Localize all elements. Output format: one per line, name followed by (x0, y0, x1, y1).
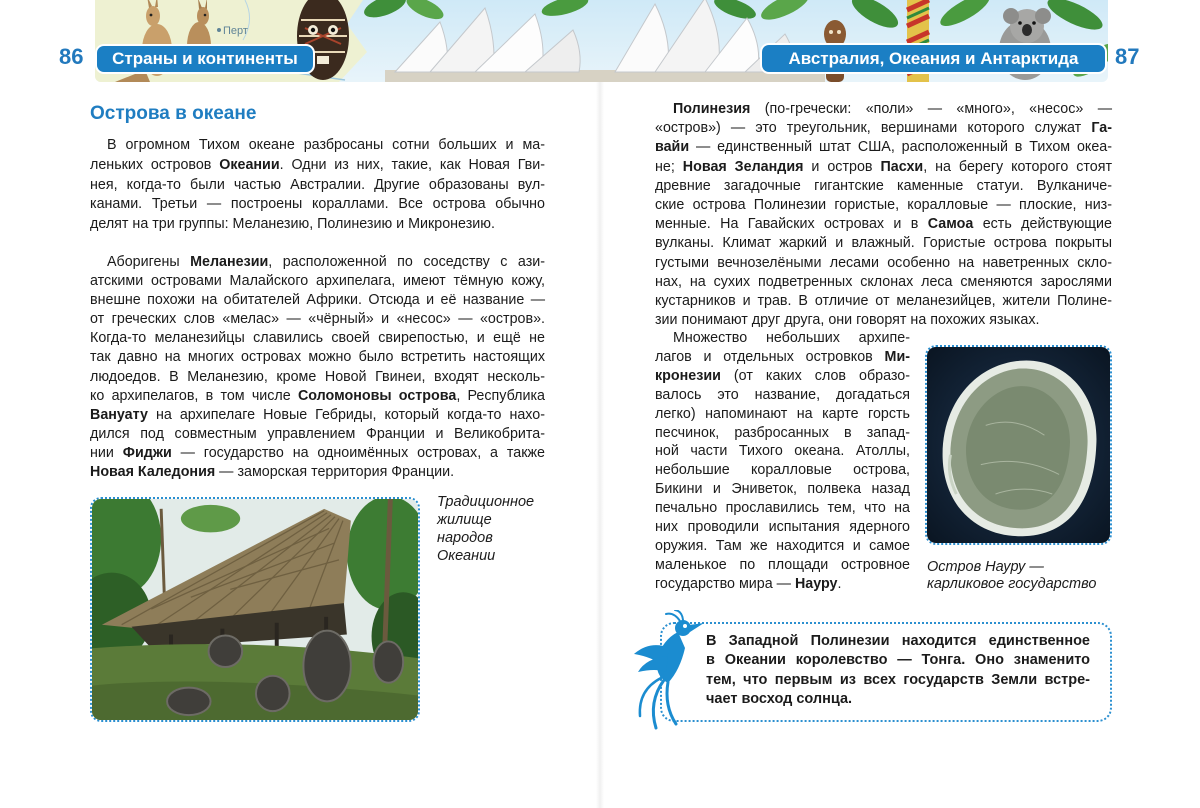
text-line (90, 156, 545, 176)
bold-term: Ми- (884, 348, 910, 365)
paragraph-melanesia (90, 253, 545, 482)
text-line (655, 405, 910, 424)
text-run: небольшие коралловые острова, (655, 462, 910, 479)
text-line (655, 367, 910, 386)
text-run: Аборигены (107, 254, 191, 270)
text-line (655, 556, 910, 575)
text-line (706, 651, 1090, 670)
text-run: лагов и отдельных островков (655, 348, 885, 365)
text-line (90, 215, 545, 235)
text-line (90, 463, 545, 482)
dwelling-photo-image (92, 499, 418, 720)
text-line (90, 176, 545, 196)
text-line (437, 493, 534, 511)
text-line (90, 348, 545, 367)
left-section-title: Страны и континенты (112, 49, 298, 68)
text-run: Океании (437, 548, 496, 564)
text-run: — заморская территория Франции. (215, 464, 455, 481)
text-run: нии (90, 444, 123, 461)
text-run: ной части Тихого океана. Атоллы, (655, 443, 910, 460)
text-run: . Одни из них, такие, как Новая Гви- (279, 156, 545, 173)
text-line (90, 387, 545, 406)
text-run: маленькое по площади островное (655, 556, 910, 573)
bold-term: Новая Каледония (90, 464, 216, 481)
text-line (655, 348, 910, 367)
bold-term: Пасхи (880, 158, 924, 175)
text-line (437, 529, 534, 547)
text-run: Когда-то меланезийцы славились своей свирепостью, и ещё не (90, 330, 545, 347)
text-line (655, 292, 1112, 311)
text-line (655, 461, 910, 480)
text-run: оружия. Там же находится и самое (655, 537, 910, 554)
text-run: жилище (437, 512, 492, 528)
text-run: ко архипелагов, в том числе (90, 387, 298, 404)
text-run: них проводили испытания ядерного (655, 519, 910, 536)
text-line (90, 368, 545, 387)
text-line (90, 136, 545, 156)
text-line (655, 424, 910, 443)
paragraph-micronesia (655, 329, 910, 594)
text-line (655, 442, 910, 461)
text-line (655, 234, 1112, 253)
text-run: , Республика (456, 387, 545, 404)
text-run: , расположенной по соседству с ази- (268, 254, 546, 270)
text-run: в Океании королевство — Тонга. Оно знаменито (706, 652, 1090, 669)
text-run: государство мира — (655, 575, 795, 592)
text-run: Остров Науру — (927, 559, 1044, 575)
text-run: вулканы. Климат жаркий и влажный. Гористые острова покрыты (655, 235, 1112, 252)
text-line (655, 215, 1112, 234)
text-run: от греческих слов «мелас» — «чёрный» и «несос» — «остров». (90, 311, 545, 328)
text-run: нея, когда-то были частью Австралии. Другие образованы вул- (90, 176, 545, 193)
bold-term: вайи (655, 139, 690, 156)
bold-term: Полинезия (673, 101, 751, 117)
bold-term: Новая Зеландия (682, 158, 804, 175)
text-run: кустарников и трав. В отличие от меланезийцев, жители Полине- (655, 293, 1112, 310)
text-run: валось это название, догадаться (655, 386, 910, 403)
text-line (655, 480, 910, 499)
text-run: — государство на одноимённых островах, а также (171, 444, 545, 461)
text-line (655, 329, 910, 348)
text-run: карликовое государство (927, 576, 1097, 592)
text-run: песчинок, разбросанных в запад- (655, 424, 910, 441)
page-heading: Острова в океане (90, 103, 257, 124)
text-run: дился под совместным управлением Франции и Великобрита- (90, 425, 545, 442)
text-run: ские острова Полинезии гористые, коралловые — плоские, низ- (655, 197, 1112, 214)
text-run: атскими островами Малайского архипелага, имеют тёмную кожу, (90, 273, 545, 290)
text-run: внешне похожи на обитателей Африки. Отсюда и её название — (90, 292, 545, 309)
text-line (655, 158, 1112, 177)
book-spine (596, 0, 604, 808)
text-line (90, 253, 545, 272)
text-run: Бикини и Эниветок, полвека назад (655, 481, 910, 498)
left-section-tab (97, 46, 313, 72)
text-run: (по-гречески: «поли» — «много», «несос» — (750, 101, 1112, 117)
text-line (655, 138, 1112, 157)
bold-term: Меланезии (190, 254, 269, 270)
nauru-photo-caption (927, 559, 1096, 593)
text-run: — единственный штат США, расположенный в Тихом океа- (689, 139, 1112, 156)
text-line (90, 291, 545, 310)
bold-term: Вануату (90, 406, 148, 423)
text-line (90, 444, 545, 463)
photo-traditional-dwelling (90, 497, 420, 722)
bold-term: Самоа (927, 216, 974, 233)
text-run: В Западной Полинезии находится единственное (706, 633, 1090, 649)
map-city-label: Перт (223, 25, 248, 37)
text-line (927, 559, 1096, 576)
text-line (706, 690, 1090, 709)
text-line (90, 310, 545, 329)
bird-of-paradise-icon (628, 610, 706, 730)
text-line (90, 329, 545, 348)
text-line (655, 119, 1112, 138)
text-line (655, 537, 910, 556)
text-run: нах, на сухих подветренных склонах леса сменяются зарослями (655, 273, 1112, 290)
bold-term: Науру (794, 575, 838, 592)
text-run: Традиционное (437, 494, 535, 510)
text-line (655, 177, 1112, 196)
text-run: чает восход солнца. (706, 690, 853, 707)
nauru-aerial-image (927, 347, 1110, 543)
text-run: . (837, 575, 842, 592)
text-run: людоедов. В Меланезию, кроме Новой Гвинеи, входят несколь- (90, 368, 545, 385)
photo-nauru-island (925, 345, 1112, 545)
text-run: народов (437, 530, 493, 546)
text-line (655, 575, 910, 594)
text-run: В огромном Тихом океане разбросаны сотни больших и ма- (107, 137, 545, 153)
text-line (655, 273, 1112, 292)
text-run: , на берегу которого стоят (923, 158, 1112, 175)
text-run: на архипелаге Новые Гебриды, который когда-то нахо- (147, 406, 545, 423)
text-line (655, 386, 910, 405)
text-run: легко) напоминают на карте горсть (655, 405, 910, 422)
text-run: не; (655, 158, 683, 175)
text-line (655, 499, 910, 518)
text-line (655, 196, 1112, 215)
right-section-tab (762, 45, 1105, 72)
text-line (706, 671, 1090, 690)
text-line (706, 632, 1090, 651)
text-line (655, 518, 910, 537)
dwelling-photo-caption (437, 493, 534, 565)
text-run: печально прославились тем, что на (655, 500, 910, 517)
text-run: есть действующие (973, 216, 1112, 233)
text-run: делят на три группы: Меланезию, Полинезию и Микронезию. (90, 216, 495, 233)
text-line (90, 425, 545, 444)
text-run: Множество небольших архипе- (673, 330, 910, 346)
left-page-number: 86 (59, 44, 84, 69)
text-line (655, 311, 1112, 330)
text-run: зии понимают друг друга, они говорят на похожих языках. (655, 312, 1040, 329)
text-run: тем, что первым из всех государств Земли встре- (706, 671, 1090, 688)
text-run: леньких островов (90, 156, 220, 173)
paragraph-oceania-intro (90, 136, 545, 235)
text-line (90, 272, 545, 291)
paragraph-polynesia (655, 100, 1112, 330)
text-run: древние загадочные гигантские каменные статуи. Вулканиче- (655, 177, 1112, 194)
text-run: «остров») — это треугольник, вершинами которого служат (655, 120, 1092, 137)
text-run: так давно на многих островах можно было встретить настоящих (90, 349, 545, 366)
text-run: густыми вечнозелёными лесами особенно на наветренных скло- (655, 254, 1112, 271)
right-page-number: 87 (1115, 44, 1140, 69)
text-line (437, 547, 534, 565)
text-line (437, 511, 534, 529)
text-run: (от каких слов образо- (720, 367, 910, 384)
text-run: менные. На Гавайских островах и в (655, 216, 928, 233)
bold-term: Океании (219, 156, 280, 173)
bold-term: кронезии (655, 367, 721, 384)
right-section-title: Австралия, Океания и Антарктида (788, 48, 1079, 68)
text-line (655, 100, 1112, 119)
text-line (655, 254, 1112, 273)
text-line (927, 576, 1096, 593)
bold-term: Соломоновы острова (297, 387, 457, 404)
fact-callout-text (706, 632, 1090, 709)
bold-term: Фиджи (122, 444, 172, 461)
text-run: и остров (803, 158, 881, 175)
text-run: канами. Третьи — построены кораллами. Все острова обычно (90, 196, 545, 213)
bold-term: Га- (1091, 120, 1112, 137)
text-line (90, 406, 545, 425)
text-line (90, 195, 545, 215)
